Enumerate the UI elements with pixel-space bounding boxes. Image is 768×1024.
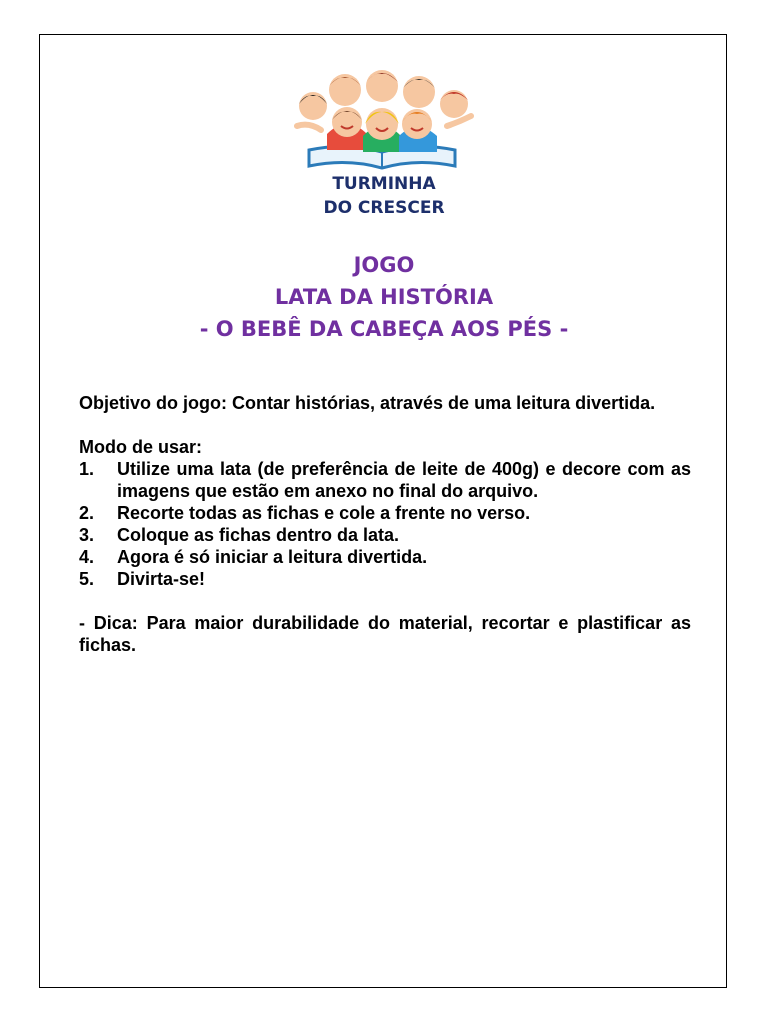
mode-heading: Modo de usar: [79, 437, 203, 457]
step-text: Agora é só iniciar a leitura divertida. [117, 547, 428, 567]
title-line-2: LATA DA HISTÓRIA [274, 285, 494, 309]
brand-line-2: DO CRESCER [323, 198, 445, 218]
step-number: 1. [79, 459, 95, 479]
step-text: Coloque as fichas dentro da lata. [117, 525, 400, 545]
list-item [79, 458, 691, 502]
step-text: Divirta-se! [117, 569, 206, 589]
title-line-1: JOGO [353, 253, 415, 277]
step-number: 4. [79, 547, 95, 567]
title-line-3: - O BEBÊ DA CABEÇA AOS PÉS - [199, 317, 569, 341]
step-number: 3. [79, 525, 95, 545]
steps-list [79, 458, 691, 590]
document-body [79, 392, 691, 656]
page-title [0, 249, 768, 345]
brand-name [0, 172, 768, 220]
brand-line-1: TURMINHA [332, 174, 436, 194]
list-item [79, 524, 691, 546]
step-number: 5. [79, 569, 95, 589]
step-text: Recorte todas as fichas e cole a frente no verso. [117, 503, 531, 523]
objective-paragraph: Objetivo do jogo: Contar histórias, através de uma leitura divertida. [79, 393, 656, 413]
tip-paragraph: - Dica: Para maior durabilidade do material, recortar e plastificar as fichas. [79, 613, 691, 655]
list-item [79, 546, 691, 568]
step-text: Utilize uma lata (de preferência de leite de 400g) e decore com as imagens que estão em anexo no final do arquivo. [117, 459, 691, 501]
children-reading-book-icon [287, 64, 481, 172]
list-item [79, 568, 691, 590]
list-item [79, 502, 691, 524]
step-number: 2. [79, 503, 95, 523]
